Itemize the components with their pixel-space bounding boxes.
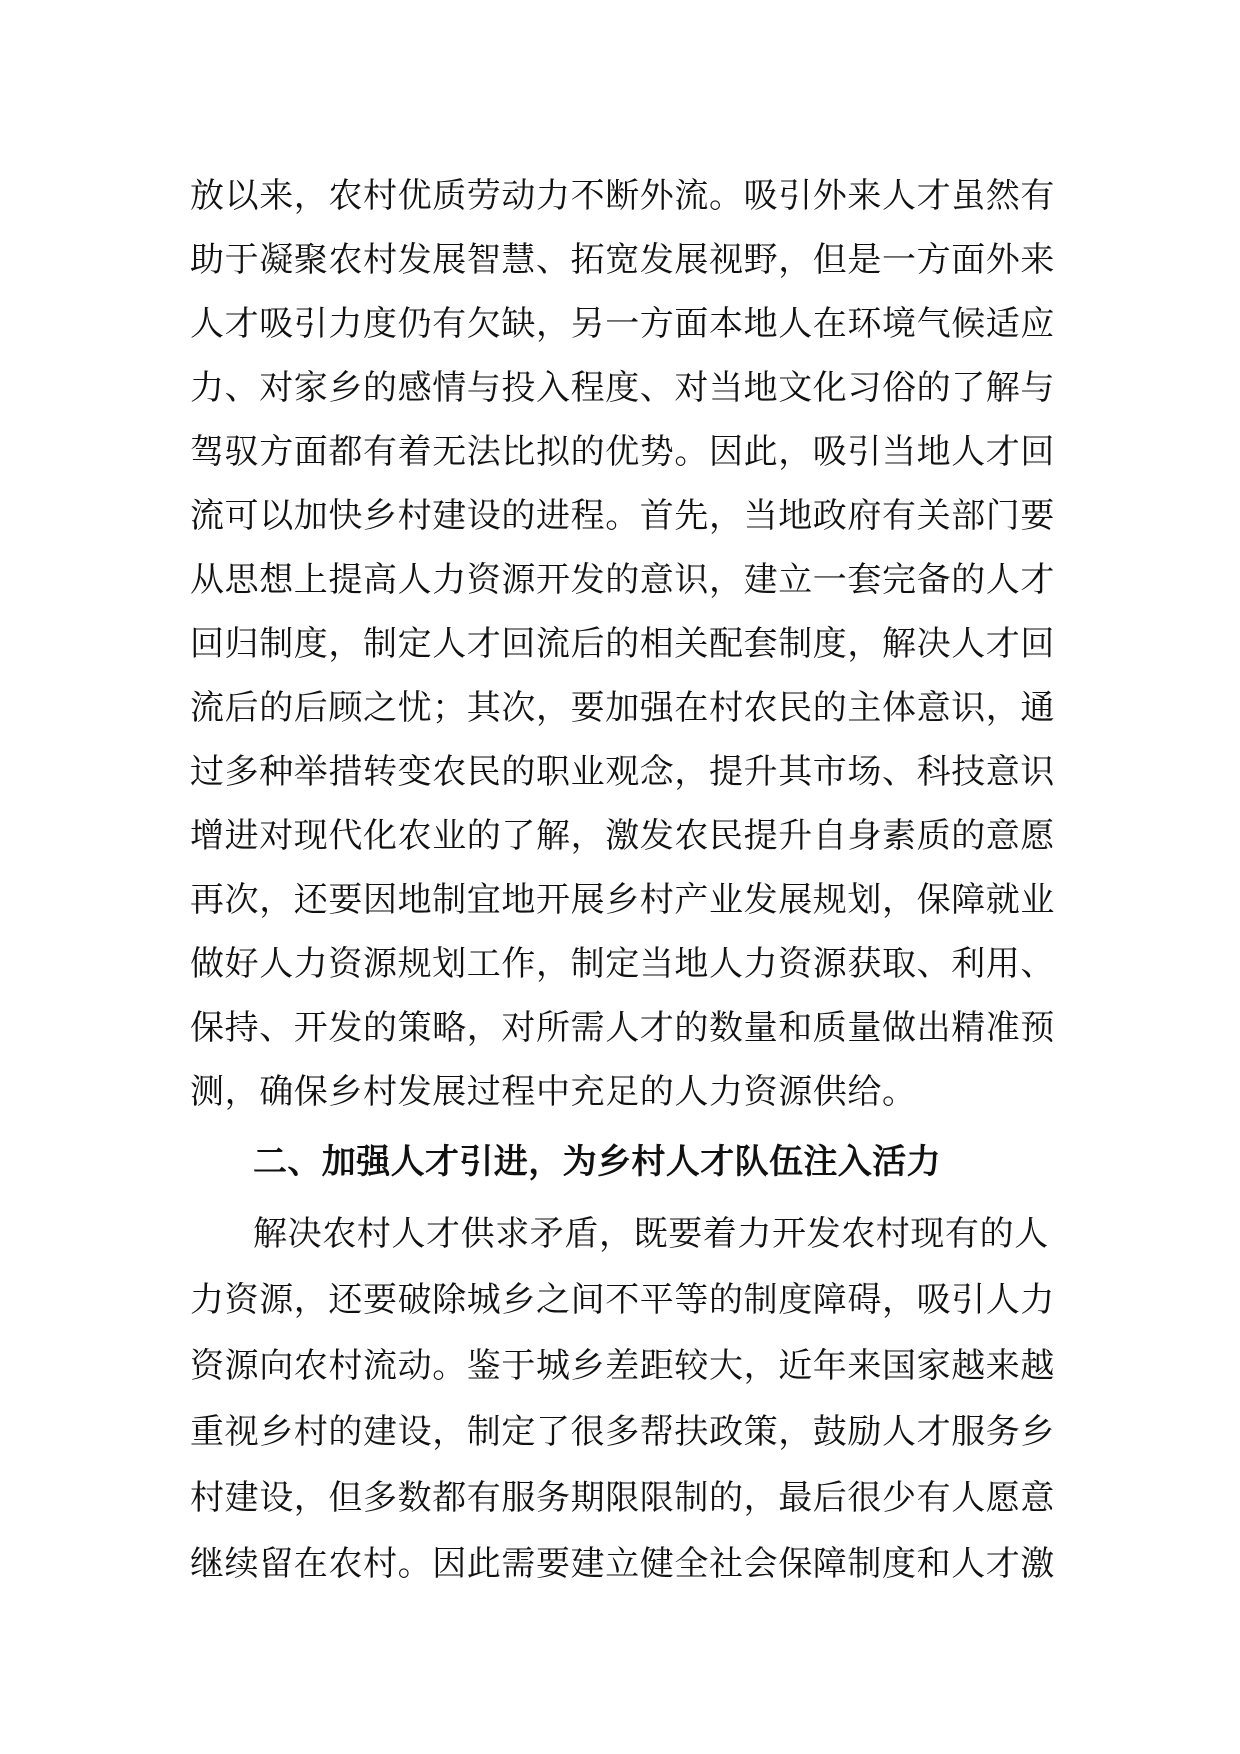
paragraph-line: 继续留在农村。因此需要建立健全社会保障制度和人才激 xyxy=(190,1544,1055,1584)
paragraph-line: 村建设，但多数都有服务期限限制的，最后很少有人愿意 xyxy=(190,1478,1055,1518)
paragraph-line: 重视乡村的建设，制定了很多帮扶政策，鼓励人才服务乡 xyxy=(190,1412,1055,1452)
paragraph-line: 力资源，还要破除城乡之间不平等的制度障碍，吸引人力 xyxy=(190,1280,1055,1320)
paragraph-line: 资源向农村流动。鉴于城乡差距较大，近年来国家越来越 xyxy=(190,1346,1055,1386)
paragraph-line: 测，确保乡村发展过程中充足的人力资源供给。 xyxy=(190,1072,917,1112)
paragraph-line: 助于凝聚农村发展智慧、拓宽发展视野，但是一方面外来 xyxy=(190,240,1055,280)
paragraph-line: 放以来，农村优质劳动力不断外流。吸引外来人才虽然有 xyxy=(190,176,1055,216)
paragraph-line: 再次，还要因地制宜地开展乡村产业发展规划，保障就业 xyxy=(190,880,1055,920)
paragraph-line: 从思想上提高人力资源开发的意识，建立一套完备的人才 xyxy=(190,560,1055,600)
paragraph-line: 保持、开发的策略，对所需人才的数量和质量做出精准预 xyxy=(190,1008,1055,1048)
paragraph-line: 流可以加快乡村建设的进程。首先，当地政府有关部门要 xyxy=(190,496,1055,536)
paragraph-line: 人才吸引力度仍有欠缺，另一方面本地人在环境气候适应 xyxy=(190,304,1055,344)
paragraph-line: 回归制度，制定人才回流后的相关配套制度，解决人才回 xyxy=(190,624,1055,664)
paragraph-line: 过多种举措转变农民的职业观念，提升其市场、科技意识 xyxy=(190,752,1055,792)
paragraph-line: 力、对家乡的感情与投入程度、对当地文化习俗的了解与 xyxy=(190,368,1055,408)
paragraph-line: 解决农村人才供求矛盾，既要着力开发农村现有的人 xyxy=(253,1214,1049,1254)
paragraph-line: 驾驭方面都有着无法比拟的优势。因此，吸引当地人才回 xyxy=(190,432,1055,472)
paragraph-line: 流后的后顾之忧；其次，要加强在村农民的主体意识，通 xyxy=(190,688,1055,728)
paragraph-line: 增进对现代化农业的了解，激发农民提升自身素质的意愿 xyxy=(190,816,1055,856)
section-heading: 二、加强人才引进，为乡村人才队伍注入活力 xyxy=(253,1142,941,1182)
paragraph-line: 做好人力资源规划工作，制定当地人力资源获取、利用、 xyxy=(190,944,1055,984)
